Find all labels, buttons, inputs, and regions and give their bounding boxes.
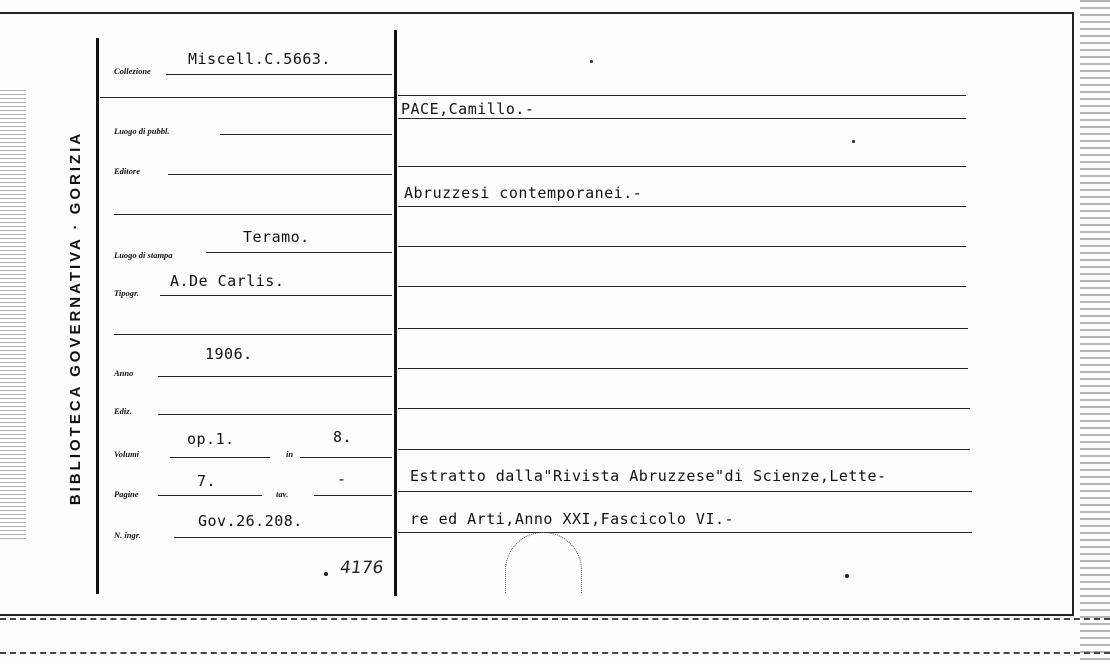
ruled-line [398, 95, 966, 96]
label-tav: tav. [276, 489, 289, 499]
ink-dot [845, 574, 849, 578]
ruled-line [398, 449, 970, 450]
value-pagine: 7. [197, 472, 217, 490]
field-line [168, 174, 392, 175]
note-line-2: re ed Arti,Anno XXI,Fascicolo VI.- [410, 510, 735, 528]
ruled-line [398, 368, 968, 369]
value-anno: 1906. [205, 345, 253, 363]
field-line [206, 252, 392, 253]
value-volumi: op.1. [187, 430, 235, 448]
ruled-line [398, 206, 966, 207]
ink-dot [324, 572, 328, 576]
center-divider-rule [394, 30, 397, 596]
library-stamp: BIBLIOTECA GOVERNATIVA · GORIZIA [67, 130, 84, 506]
field-line [174, 537, 392, 538]
field-line [158, 495, 262, 496]
field-line [114, 334, 392, 335]
label-collezione: Collezione [114, 66, 151, 76]
label-luogo-stampa: Luogo di stampa [114, 250, 173, 260]
field-line [158, 414, 392, 415]
field-line [314, 495, 392, 496]
label-in: in [286, 449, 294, 459]
field-line [100, 97, 394, 98]
field-line [114, 214, 392, 215]
field-line [220, 134, 392, 135]
title-line: Abruzzesi contemporanei.- [404, 184, 643, 202]
ruled-line [398, 408, 970, 409]
value-luogo-stampa: Teramo. [243, 228, 310, 246]
ruled-line [398, 118, 966, 119]
ruled-line [398, 532, 972, 533]
author-heading: PACE,Camillo.- [401, 100, 535, 118]
label-tipogr: Tipogr. [114, 288, 139, 298]
label-volumi: Volumi [114, 449, 140, 459]
label-editore: Editore [114, 166, 140, 176]
ruled-line [398, 166, 966, 167]
label-ediz: Ediz. [114, 406, 132, 416]
field-line [166, 74, 392, 75]
value-collezione: Miscell.C.5663. [188, 50, 331, 68]
value-formato: 8. [333, 428, 353, 446]
value-tav: - [337, 470, 347, 488]
ruled-line [398, 286, 966, 287]
field-line [158, 376, 392, 377]
ink-dot [852, 140, 855, 143]
handwritten-number: 4176 [338, 558, 385, 578]
ruled-line [398, 491, 972, 492]
label-anno: Anno [114, 368, 134, 378]
field-line [170, 457, 270, 458]
value-n-ingr: Gov.26.208. [198, 512, 303, 530]
label-luogo-pubbl: Luogo di pubbl. [114, 126, 170, 136]
ruled-line [398, 328, 968, 329]
left-margin-rule [96, 38, 99, 594]
scan-dash-line [0, 618, 1110, 620]
label-n-ingr: N. ingr. [114, 530, 141, 540]
field-line [300, 457, 392, 458]
ruled-line [398, 246, 966, 247]
ink-dot [590, 60, 593, 63]
scan-edge-noise-right [1080, 0, 1110, 664]
value-tipogr: A.De Carlis. [170, 272, 285, 290]
note-line-1: Estratto dalla"Rivista Abruzzese"di Scienze,Lette- [410, 467, 887, 485]
field-line [160, 295, 392, 296]
label-pagine: Pagine [114, 489, 139, 499]
scan-dash-line [0, 652, 1110, 654]
